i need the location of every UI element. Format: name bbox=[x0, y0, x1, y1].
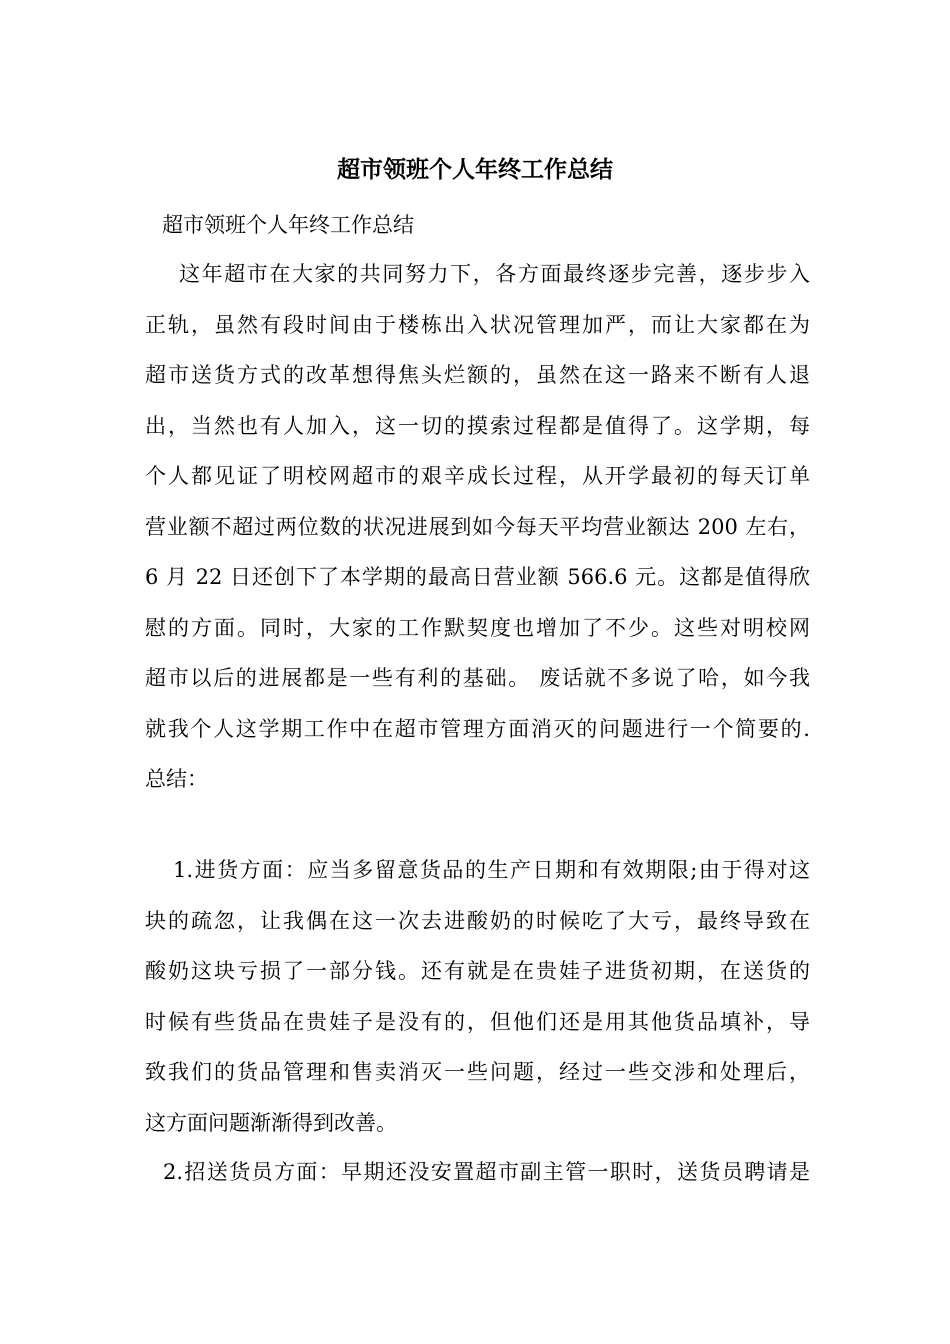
paragraph-line: 致我们的货品管理和售卖消灭一些问题，经过一些交涉和处理后， bbox=[145, 1060, 810, 1084]
document-subtitle: 超市领班个人年终工作总结 bbox=[162, 213, 414, 237]
paragraph-line: 营业额不超过两位数的状况进展到如今每天平均营业额达 200 左右， bbox=[145, 514, 810, 539]
paragraph-line: 正轨，虽然有段时间由于楼栋出入状况管理加严，而让大家都在为 bbox=[145, 312, 810, 337]
paragraph-intro bbox=[145, 249, 810, 805]
paragraph-line: 总结： bbox=[145, 767, 208, 791]
paragraph-delivery-staff bbox=[145, 1147, 810, 1198]
document-title: 超市领班个人年终工作总结 bbox=[337, 156, 613, 183]
paragraph-line: 出，当然也有人加入，这一切的摸索过程都是值得了。这学期，每 bbox=[145, 413, 810, 438]
paragraph-line: 时候有些货品在贵娃子是没有的，但他们还是用其他货品填补，导 bbox=[145, 1009, 810, 1034]
paragraph-line: 这方面问题渐渐得到改善。 bbox=[145, 1110, 397, 1135]
paragraph-purchasing bbox=[145, 845, 810, 1148]
paragraph-line: 块的疏忽，让我偶在这一次去进酸奶的时候吃了大亏，最终导致在 bbox=[145, 908, 810, 933]
paragraph-line: 6 月 22 日还创下了本学期的最高日营业额 566.6 元。这都是值得欣 bbox=[145, 565, 810, 589]
paragraph-line: 2.招送货员方面：早期还没安置超市副主管一职时，送货员聘请是 bbox=[163, 1160, 810, 1184]
paragraph-line: 超市以后的进展都是一些有利的基础。 废话就不多说了哈，如今我 bbox=[145, 666, 810, 690]
paragraph-line: 超市送货方式的改革想得焦头烂额的，虽然在这一路来不断有人退 bbox=[145, 363, 810, 387]
paragraph-line: 慰的方面。同时，大家的工作默契度也增加了不少。这些对明校网 bbox=[145, 615, 810, 640]
paragraph-line: 就我个人这学期工作中在超市管理方面消灭的问题进行一个简要的. bbox=[145, 716, 810, 741]
paragraph-line: 1.进货方面：应当多留意货品的生产日期和有效期限;由于得对这 bbox=[173, 858, 810, 882]
paragraph-line: 这年超市在大家的共同努力下，各方面最终逐步完善，逐步步入 bbox=[179, 262, 810, 286]
paragraph-line: 个人都见证了明校网超市的艰辛成长过程，从开学最初的每天订单 bbox=[145, 464, 810, 488]
paragraph-line: 酸奶这块亏损了一部分钱。还有就是在贵娃子进货初期，在送货的 bbox=[145, 959, 810, 983]
